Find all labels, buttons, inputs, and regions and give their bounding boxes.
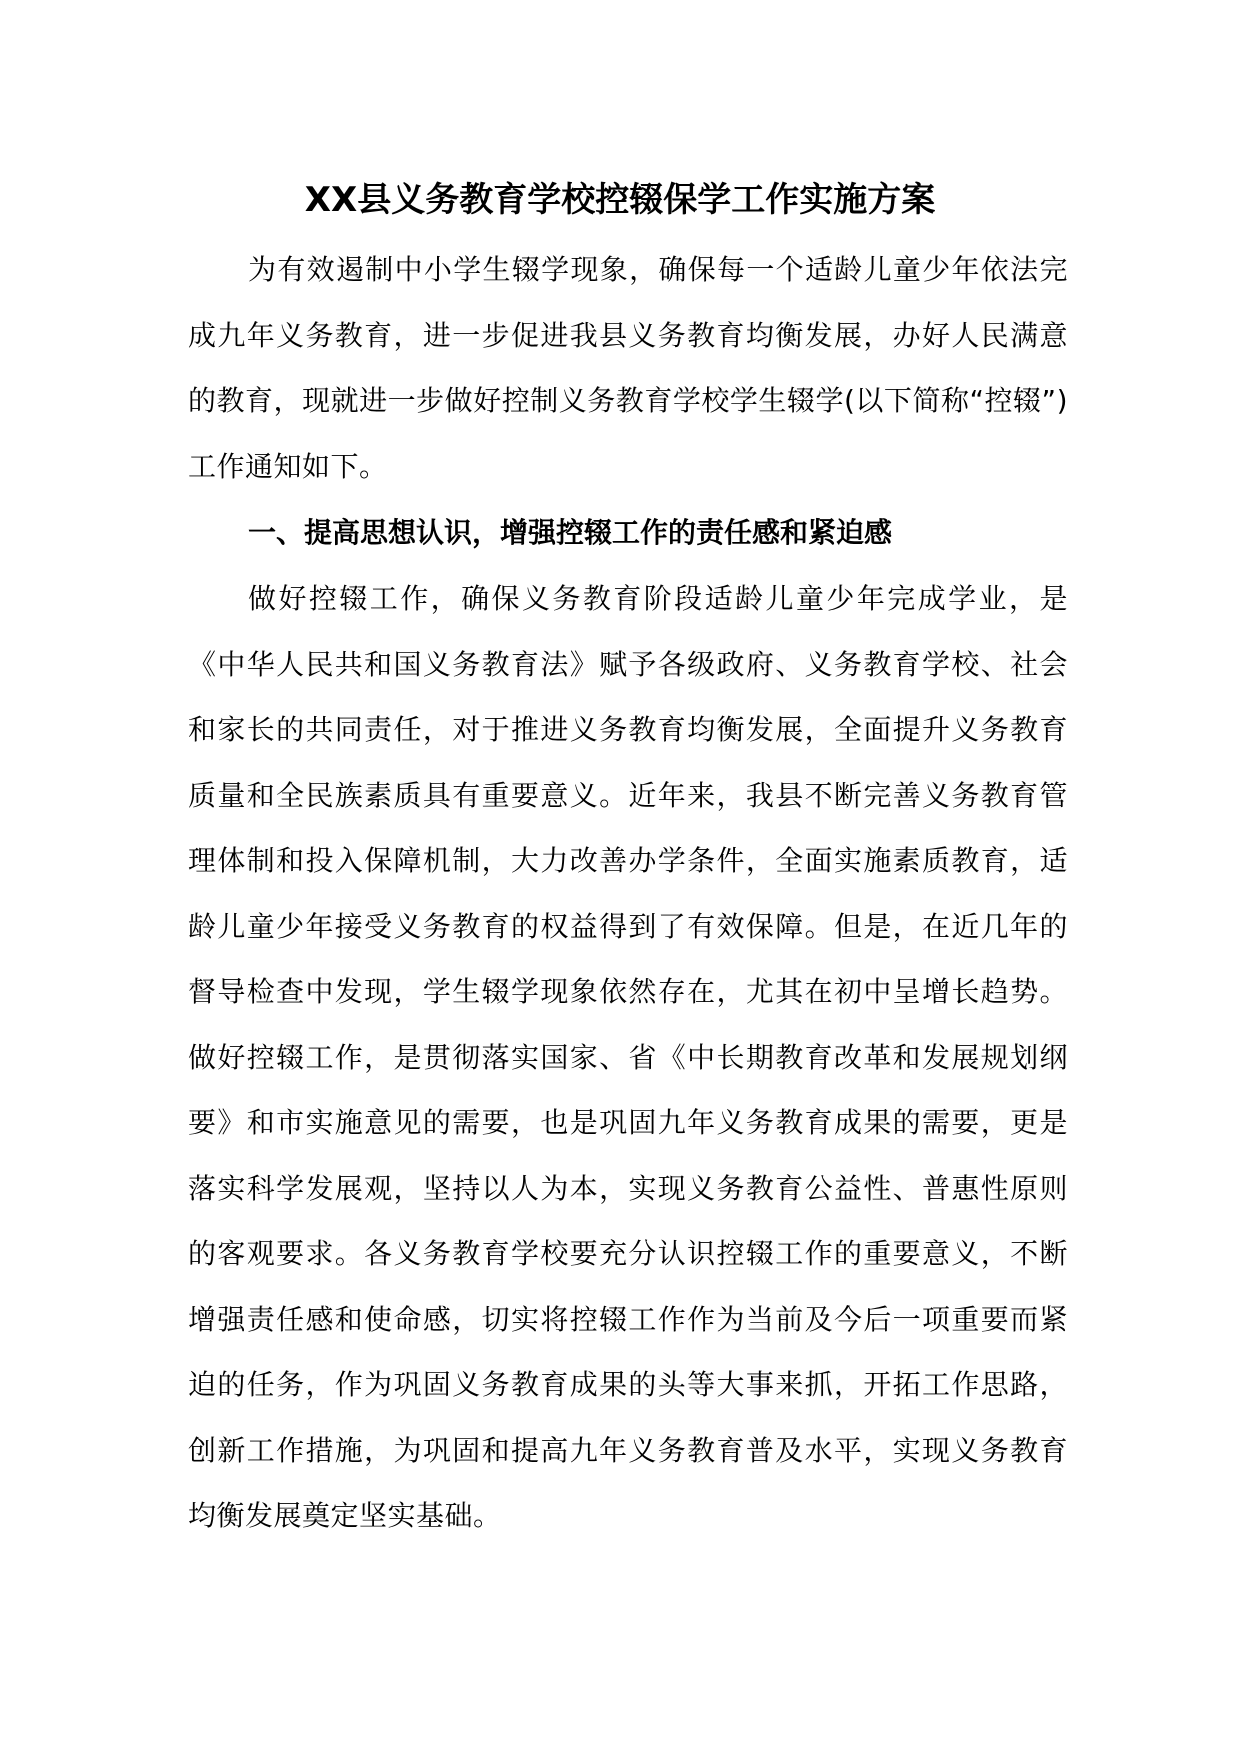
intro-paragraph: 为有效遏制中小学生辍学现象，确保每一个适龄儿童少年依法完成九年义务教育，进一步促进我县义务教育均衡发展，办好人民满意的教育，现就进一步做好控制义务教育学校学生辍学(以下简称“控辍”)工作通知如下。 (188, 253, 1068, 483)
document-title: XX县义务教育学校控辍保学工作实施方案 (304, 180, 936, 220)
section-heading: 一、提高思想认识，增强控辍工作的责任感和紧迫感 (248, 516, 893, 549)
section-body-paragraph: 做好控辍工作，确保义务教育阶段适龄儿童少年完成学业，是《中华人民共和国义务教育法》赋予各级政府、义务教育学校、社会和家长的共同责任，对于推进义务教育均衡发展，全面提升义务教育质量和全民族素质具有重要意义。近年来，我县不断完善义务教育管理体制和投入保障机制，大力改善办学条件，全面实施素质教育，适龄儿童少年接受义务教育的权益得到了有效保障。但是，在近几年的督导检查中发现，学生辍学现象依然存在，尤其在初中呈增长趋势。做好控辍工作，是贯彻落实国家、省《中长期教育改革和发展规划纲要》和市实施意见的需要，也是巩固九年义务教育成果的需要，更是落实科学发展观，坚持以人为本，实现义务教育公益性、普惠性原则的客观要求。各义务教育学校要充分认识控辍工作的重要意义，不断增强责任感和使命感，切实将控辍工作作为当前及今后一项重要而紧迫的任务，作为巩固义务教育成果的头等大事来抓，开拓工作思路，创新工作措施，为巩固和提高九年义务教育普及水平，实现义务教育均衡发展奠定坚实基础。 (188, 582, 1068, 1532)
